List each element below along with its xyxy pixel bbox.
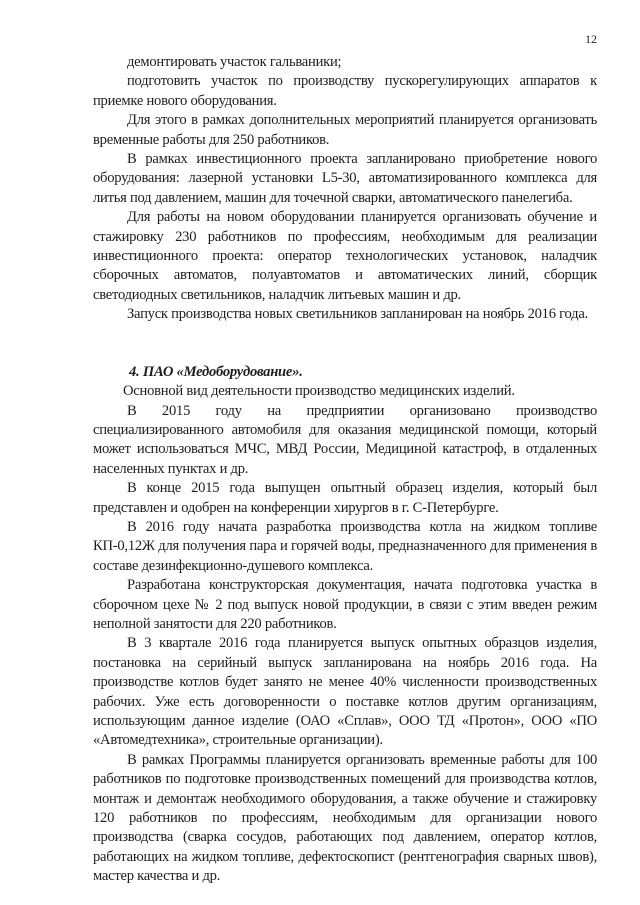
section-paragraph-1: Основной вид деятельности производство медицинских изделий. bbox=[123, 383, 515, 400]
document-body bbox=[93, 53, 597, 887]
intro-paragraph-4: В рамках инвестиционного проекта запланировано приобретение нового оборудования: лазерной установки L5-30, автоматизированного комплекса для литья под давлением, машин для точечной сварки, автоматического панелегиба. bbox=[93, 151, 597, 206]
section-paragraph-5: Разработана конструкторская документация, начата подготовка участка в сборочном цехе № 2 под выпуск новой продукции, в связи с этим введен режим неполной занятости для 220 работников. bbox=[93, 577, 597, 632]
section-paragraph-6: В 3 квартале 2016 года планируется выпуск опытных образцов изделия, постановка на серийный выпуск запланирована на ноябрь 2016 года. На производстве котлов будет занято не менее 40% численности производственных рабочих. Уже есть договоренности о поставке котлов другим организациям, использующим данное изделие (ОАО «Сплав», ООО ТД «Протон», ООО «ПО «Автомедтехника», строительные организации). bbox=[93, 635, 597, 749]
intro-paragraph-5: Для работы на новом оборудовании планируется организовать обучение и стажировку 230 работников по профессиям, необходимым для реализации инвестиционного проекта: оператор технологических установок, наладчик сборочных автоматов, полуавтоматов и автоматических линий, сборщик светодиодных светильников, наладчик литьевых машин и др. bbox=[93, 209, 597, 303]
section-paragraph-2: В 2015 году на предприятии организовано производство специализированного автомобиля для оказания медицинской помощи, который может использоваться МЧС, МВД России, Медициной катастроф, в отдаленных населенных пунктах и др. bbox=[93, 402, 597, 477]
section-paragraph-7: В рамках Программы планируется организовать временные работы для 100 работников по подготовке производственных помещений для производства котлов, монтаж и демонтаж необходимого оборудования, а также обучение и стажировку 120 работников по профессиям, необходимым для организации нового производства (сварка сосудов, работающих под давлением, оператор котлов, работающих на жидком топливе, дефектоскопист (рентгенография сварных швов), мастер качества и др. bbox=[93, 751, 597, 885]
section-paragraph-4: В 2016 году начата разработка производства котла на жидком топливе КП-0,12Ж для получения пара и горячей воды, предназначенного для применения в составе дезинфекционно-душевого комплекса. bbox=[93, 518, 597, 574]
section-heading: 4. ПАО «Медоборудование». bbox=[129, 363, 303, 380]
page-number: 12 bbox=[585, 32, 597, 46]
intro-paragraph-2: подготовить участок по производству пускорегулирующих аппаратов к приемке нового оборудования. bbox=[93, 73, 597, 109]
intro-paragraph-1: демонтировать участок гальваники; bbox=[127, 54, 342, 70]
section-paragraph-3: В конце 2015 года выпущен опытный образец изделия, который был представлен и одобрен на конференции хирургов в г. С-Петербурге. bbox=[93, 480, 597, 516]
intro-paragraph-6: Запуск производства новых светильников запланирован на ноябрь 2016 года. bbox=[127, 306, 588, 323]
intro-paragraph-3: Для этого в рамках дополнительных мероприятий планируется организовать временные работы для 250 работников. bbox=[93, 112, 597, 148]
